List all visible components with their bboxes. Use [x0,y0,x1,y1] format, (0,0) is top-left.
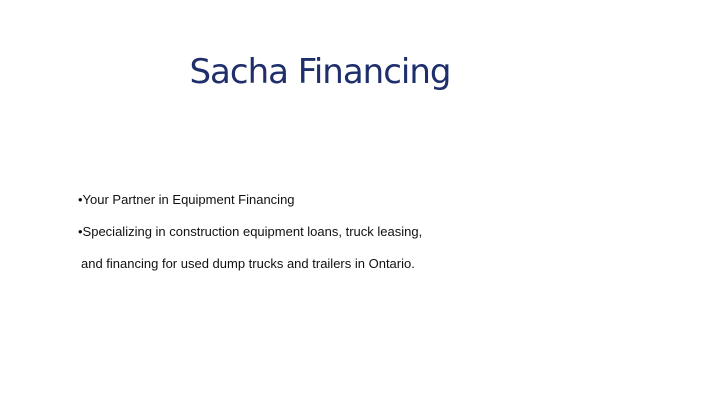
bullet-continuation: and financing for used dump trucks and trailers in Ontario. [81,256,415,271]
bullet-partner: •Your Partner in Equipment Financing [78,192,295,207]
slide-title: Sacha Financing [189,52,451,92]
bullet-specializing: •Specializing in construction equipment loans, truck leasing, [78,224,423,239]
bullet-list [78,190,422,286]
